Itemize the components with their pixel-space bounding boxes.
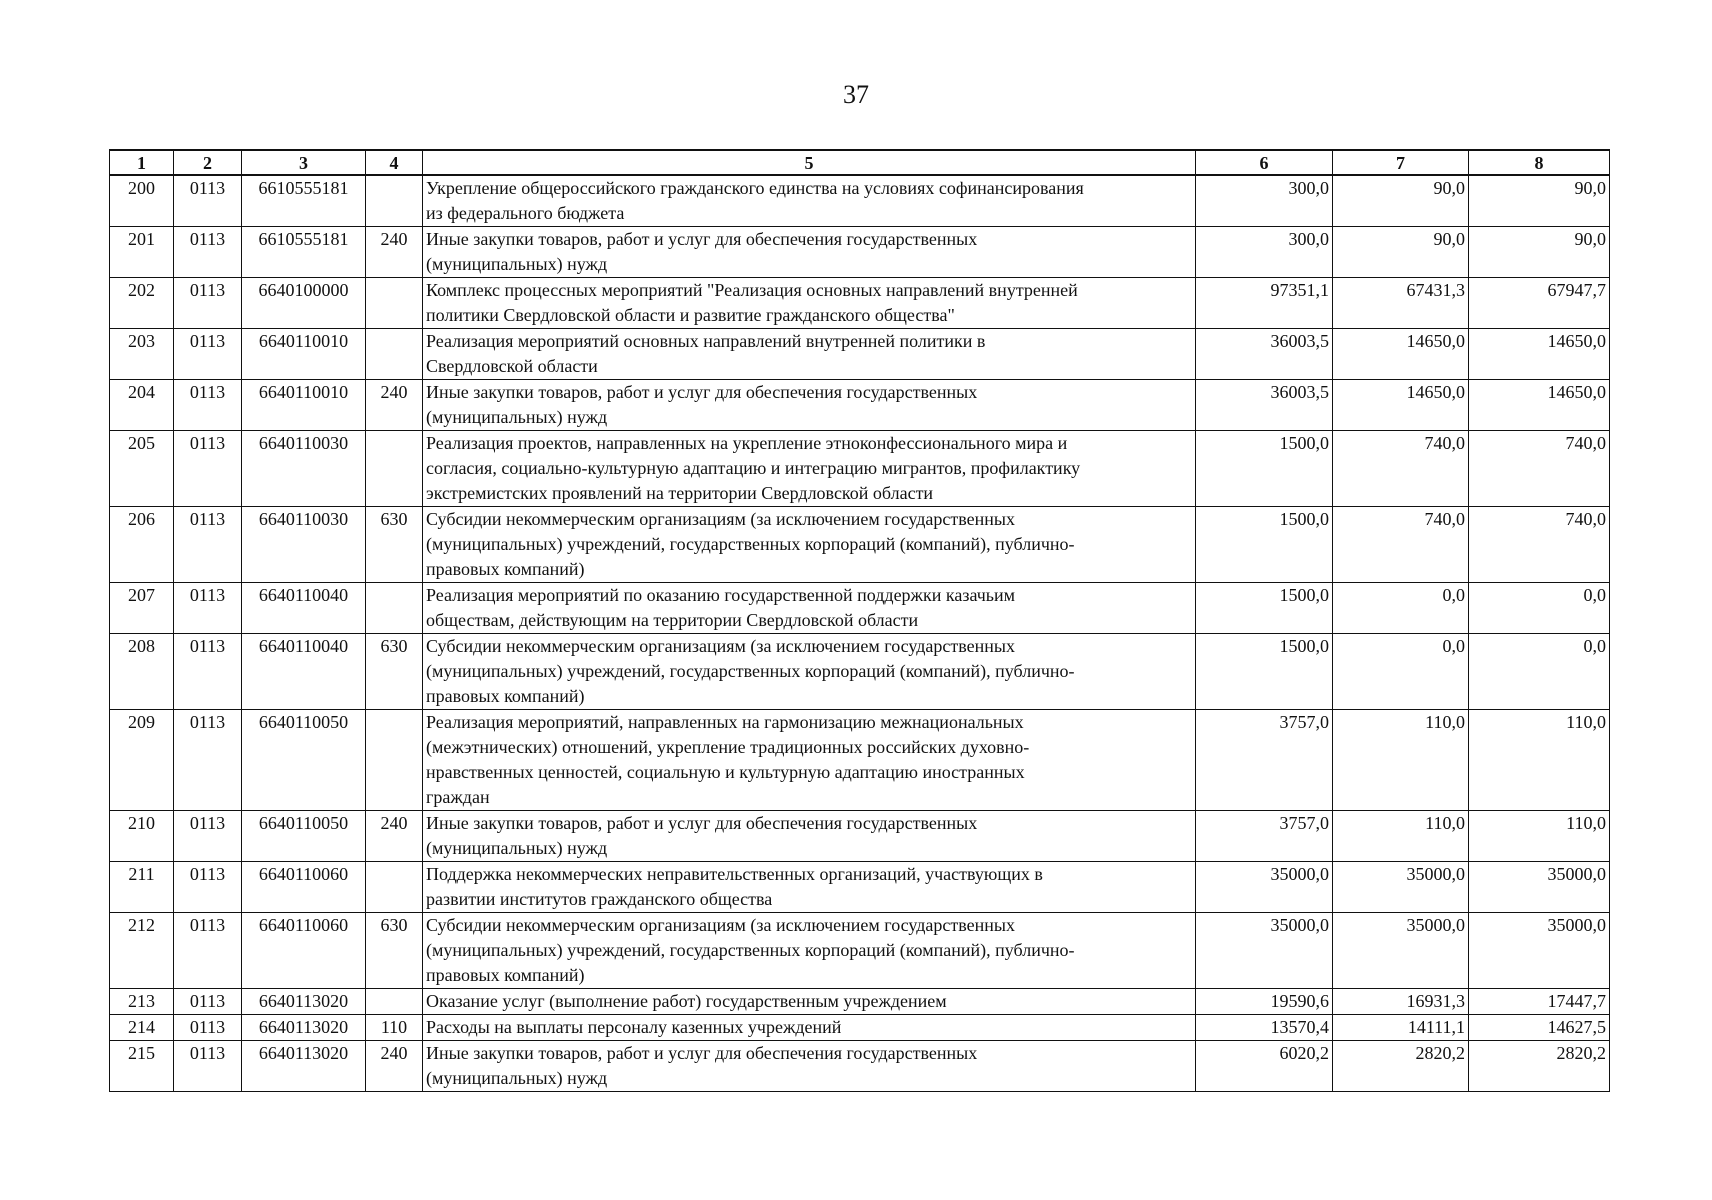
description-line: Реализация мероприятий, направленных на гармонизацию межнациональных	[426, 712, 1024, 732]
expense-type-code: 240	[366, 811, 423, 862]
expense-type-code	[366, 431, 423, 507]
amount-col-6: 3757,0	[1196, 710, 1333, 811]
budget-table	[109, 149, 1610, 1092]
row-number: 209	[110, 710, 174, 811]
target-article-code: 6640110050	[242, 811, 366, 862]
description	[423, 634, 1196, 710]
description	[423, 431, 1196, 507]
description-line: (муниципальных) нужд	[426, 1068, 608, 1088]
table-row	[110, 1015, 1610, 1041]
row-number: 215	[110, 1041, 174, 1092]
description-line: (муниципальных) нужд	[426, 838, 608, 858]
amount-col-6: 13570,4	[1196, 1015, 1333, 1041]
target-article-code: 6610555181	[242, 227, 366, 278]
row-number: 204	[110, 380, 174, 431]
description-line: Оказание услуг (выполнение работ) государственным учреждением	[426, 991, 947, 1011]
amount-col-6: 6020,2	[1196, 1041, 1333, 1092]
amount-col-8: 0,0	[1469, 583, 1610, 634]
expense-type-code: 240	[366, 1041, 423, 1092]
header-cell-2: 2	[174, 150, 242, 175]
expense-type-code	[366, 329, 423, 380]
expense-type-code	[366, 278, 423, 329]
amount-col-8: 740,0	[1469, 431, 1610, 507]
target-article-code: 6610555181	[242, 175, 366, 227]
section-code: 0113	[174, 380, 242, 431]
description	[423, 913, 1196, 989]
table-row	[110, 175, 1610, 227]
description-line: Иные закупки товаров, работ и услуг для обеспечения государственных	[426, 382, 978, 402]
description-line: обществам, действующим на территории Свердловской области	[426, 610, 919, 630]
amount-col-7: 14650,0	[1333, 329, 1469, 380]
section-code: 0113	[174, 175, 242, 227]
target-article-code: 6640110060	[242, 913, 366, 989]
amount-col-6: 97351,1	[1196, 278, 1333, 329]
target-article-code: 6640110060	[242, 862, 366, 913]
description-line: экстремистских проявлений на территории Свердловской области	[426, 483, 934, 503]
row-number: 205	[110, 431, 174, 507]
amount-col-6: 19590,6	[1196, 989, 1333, 1015]
description-line: (муниципальных) учреждений, государственных корпораций (компаний), публично-	[426, 534, 1075, 554]
expense-type-code	[366, 175, 423, 227]
expense-type-code: 240	[366, 380, 423, 431]
amount-col-8: 2820,2	[1469, 1041, 1610, 1092]
header-cell-5: 5	[423, 150, 1196, 175]
header-cell-4: 4	[366, 150, 423, 175]
description-line: (муниципальных) нужд	[426, 254, 608, 274]
row-number: 212	[110, 913, 174, 989]
amount-col-8: 0,0	[1469, 634, 1610, 710]
description-line: (межэтнических) отношений, укрепление традиционных российских духовно-	[426, 737, 1030, 757]
expense-type-code	[366, 862, 423, 913]
description-line: Иные закупки товаров, работ и услуг для обеспечения государственных	[426, 229, 978, 249]
description-line: Иные закупки товаров, работ и услуг для обеспечения государственных	[426, 1043, 978, 1063]
description	[423, 583, 1196, 634]
expense-type-code	[366, 989, 423, 1015]
amount-col-8: 17447,7	[1469, 989, 1610, 1015]
target-article-code: 6640113020	[242, 1015, 366, 1041]
description-line: нравственных ценностей, социальную и культурную адаптацию иностранных	[426, 762, 1025, 782]
description-line: Субсидии некоммерческим организациям (за исключением государственных	[426, 636, 1016, 656]
section-code: 0113	[174, 710, 242, 811]
header-cell-8: 8	[1469, 150, 1610, 175]
amount-col-6: 1500,0	[1196, 431, 1333, 507]
table-row	[110, 811, 1610, 862]
amount-col-6: 35000,0	[1196, 913, 1333, 989]
expense-type-code	[366, 583, 423, 634]
description-line: согласия, социально-культурную адаптацию и интеграцию мигрантов, профилактику	[426, 458, 1081, 478]
description	[423, 710, 1196, 811]
table-row	[110, 913, 1610, 989]
section-code: 0113	[174, 329, 242, 380]
table-row	[110, 278, 1610, 329]
amount-col-7: 0,0	[1333, 583, 1469, 634]
target-article-code: 6640110040	[242, 583, 366, 634]
row-number: 208	[110, 634, 174, 710]
description-line: Расходы на выплаты персоналу казенных учреждений	[426, 1017, 842, 1037]
description-line: Реализация проектов, направленных на укрепление этноконфессионального мира и	[426, 433, 1068, 453]
section-code: 0113	[174, 227, 242, 278]
amount-col-6: 300,0	[1196, 227, 1333, 278]
amount-col-6: 300,0	[1196, 175, 1333, 227]
description	[423, 862, 1196, 913]
table-row	[110, 380, 1610, 431]
expense-type-code: 110	[366, 1015, 423, 1041]
description	[423, 227, 1196, 278]
table-row	[110, 431, 1610, 507]
description-line: Свердловской области	[426, 356, 598, 376]
amount-col-8: 14650,0	[1469, 380, 1610, 431]
amount-col-8: 14627,5	[1469, 1015, 1610, 1041]
section-code: 0113	[174, 583, 242, 634]
section-code: 0113	[174, 1015, 242, 1041]
description-line: правовых компаний)	[426, 965, 585, 985]
table-row	[110, 710, 1610, 811]
row-number: 201	[110, 227, 174, 278]
table-body	[110, 175, 1610, 1092]
table-row	[110, 1041, 1610, 1092]
description-line: правовых компаний)	[426, 686, 585, 706]
description-line: из федерального бюджета	[426, 203, 625, 223]
target-article-code: 6640110010	[242, 380, 366, 431]
amount-col-7: 16931,3	[1333, 989, 1469, 1015]
description	[423, 175, 1196, 227]
amount-col-8: 110,0	[1469, 710, 1610, 811]
description	[423, 1015, 1196, 1041]
description	[423, 380, 1196, 431]
expense-type-code: 240	[366, 227, 423, 278]
amount-col-8: 35000,0	[1469, 913, 1610, 989]
header-cell-6: 6	[1196, 150, 1333, 175]
table-row	[110, 634, 1610, 710]
section-code: 0113	[174, 431, 242, 507]
amount-col-8: 35000,0	[1469, 862, 1610, 913]
description-line: Реализация мероприятий основных направлений внутренней политики в	[426, 331, 986, 351]
table-row	[110, 989, 1610, 1015]
description-line: (муниципальных) нужд	[426, 407, 608, 427]
expense-type-code: 630	[366, 507, 423, 583]
section-code: 0113	[174, 1041, 242, 1092]
section-code: 0113	[174, 507, 242, 583]
amount-col-6: 1500,0	[1196, 583, 1333, 634]
amount-col-7: 2820,2	[1333, 1041, 1469, 1092]
row-number: 214	[110, 1015, 174, 1041]
table-row	[110, 862, 1610, 913]
amount-col-7: 90,0	[1333, 175, 1469, 227]
row-number: 202	[110, 278, 174, 329]
description-line: Субсидии некоммерческим организациям (за исключением государственных	[426, 915, 1016, 935]
amount-col-7: 740,0	[1333, 507, 1469, 583]
amount-col-8: 110,0	[1469, 811, 1610, 862]
amount-col-7: 110,0	[1333, 811, 1469, 862]
amount-col-8: 14650,0	[1469, 329, 1610, 380]
description-line: Комплекс процессных мероприятий "Реализация основных направлений внутренней	[426, 280, 1078, 300]
amount-col-6: 1500,0	[1196, 634, 1333, 710]
description	[423, 507, 1196, 583]
amount-col-7: 14650,0	[1333, 380, 1469, 431]
target-article-code: 6640113020	[242, 989, 366, 1015]
header-row	[110, 150, 1610, 175]
page-number: 37	[843, 80, 869, 109]
row-number: 200	[110, 175, 174, 227]
amount-col-7: 90,0	[1333, 227, 1469, 278]
table-row	[110, 507, 1610, 583]
table-row	[110, 227, 1610, 278]
row-number: 206	[110, 507, 174, 583]
amount-col-6: 35000,0	[1196, 862, 1333, 913]
target-article-code: 6640110010	[242, 329, 366, 380]
amount-col-7: 110,0	[1333, 710, 1469, 811]
table-row	[110, 583, 1610, 634]
description-line: политики Свердловской области и развитие гражданского общества"	[426, 305, 955, 325]
expense-type-code: 630	[366, 913, 423, 989]
amount-col-7: 35000,0	[1333, 862, 1469, 913]
description	[423, 1041, 1196, 1092]
amount-col-7: 35000,0	[1333, 913, 1469, 989]
amount-col-8: 90,0	[1469, 227, 1610, 278]
section-code: 0113	[174, 634, 242, 710]
header-cell-3: 3	[242, 150, 366, 175]
amount-col-8: 90,0	[1469, 175, 1610, 227]
description-line: Укрепление общероссийского гражданского единства на условиях софинансирования	[426, 178, 1084, 198]
description-line: развитии институтов гражданского общества	[426, 889, 773, 909]
amount-col-7: 740,0	[1333, 431, 1469, 507]
description-line: (муниципальных) учреждений, государственных корпораций (компаний), публично-	[426, 940, 1075, 960]
target-article-code: 6640113020	[242, 1041, 366, 1092]
table-row	[110, 329, 1610, 380]
row-number: 211	[110, 862, 174, 913]
amount-col-6: 3757,0	[1196, 811, 1333, 862]
expense-type-code: 630	[366, 634, 423, 710]
header-cell-7: 7	[1333, 150, 1469, 175]
description-line: правовых компаний)	[426, 559, 585, 579]
header-cell-1: 1	[110, 150, 174, 175]
amount-col-6: 1500,0	[1196, 507, 1333, 583]
amount-col-6: 36003,5	[1196, 380, 1333, 431]
description-line: (муниципальных) учреждений, государственных корпораций (компаний), публично-	[426, 661, 1075, 681]
description-line: Субсидии некоммерческим организациям (за исключением государственных	[426, 509, 1016, 529]
target-article-code: 6640100000	[242, 278, 366, 329]
amount-col-6: 36003,5	[1196, 329, 1333, 380]
section-code: 0113	[174, 278, 242, 329]
row-number: 213	[110, 989, 174, 1015]
section-code: 0113	[174, 811, 242, 862]
row-number: 210	[110, 811, 174, 862]
amount-col-8: 740,0	[1469, 507, 1610, 583]
target-article-code: 6640110040	[242, 634, 366, 710]
row-number: 207	[110, 583, 174, 634]
amount-col-8: 67947,7	[1469, 278, 1610, 329]
section-code: 0113	[174, 989, 242, 1015]
amount-col-7: 0,0	[1333, 634, 1469, 710]
description	[423, 329, 1196, 380]
row-number: 203	[110, 329, 174, 380]
description-line: граждан	[426, 787, 490, 807]
expense-type-code	[366, 710, 423, 811]
target-article-code: 6640110050	[242, 710, 366, 811]
description	[423, 278, 1196, 329]
description-line: Поддержка некоммерческих неправительственных организаций, участвующих в	[426, 864, 1043, 884]
section-code: 0113	[174, 913, 242, 989]
amount-col-7: 14111,1	[1333, 1015, 1469, 1041]
section-code: 0113	[174, 862, 242, 913]
target-article-code: 6640110030	[242, 507, 366, 583]
description-line: Иные закупки товаров, работ и услуг для обеспечения государственных	[426, 813, 978, 833]
description	[423, 811, 1196, 862]
description-line: Реализация мероприятий по оказанию государственной поддержки казачьим	[426, 585, 1015, 605]
target-article-code: 6640110030	[242, 431, 366, 507]
description	[423, 989, 1196, 1015]
amount-col-7: 67431,3	[1333, 278, 1469, 329]
